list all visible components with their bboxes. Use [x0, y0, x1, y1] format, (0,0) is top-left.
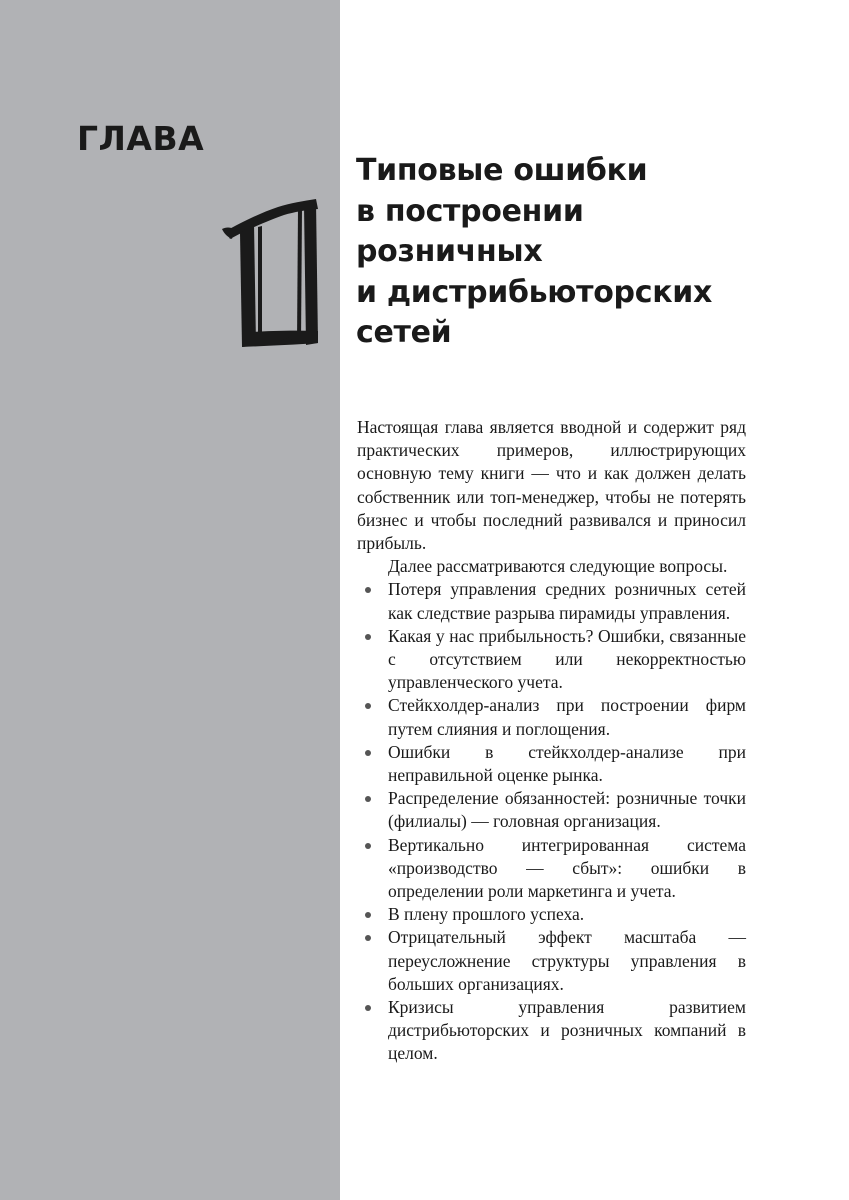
chapter-title-line: Типовые ошибки — [356, 153, 648, 188]
topic-text: Кризисы управления развитием дистрибьюторских и розничных компаний в целом. — [388, 997, 746, 1064]
bullet-dot-icon — [365, 750, 371, 756]
bullet-dot-icon — [365, 587, 371, 593]
topic-text: Отрицательный эффект масштаба — переусложнение структуры управления в больших организациях. — [388, 927, 746, 994]
list-item — [357, 741, 746, 787]
bullet-dot-icon — [365, 912, 371, 918]
chapter-title-line: сетей — [356, 315, 452, 350]
topic-list — [357, 578, 746, 1065]
list-item — [357, 694, 746, 740]
chapter-number-1 — [220, 193, 324, 349]
list-item — [357, 996, 746, 1066]
chapter-label: ГЛАВА — [77, 119, 205, 158]
list-item — [357, 926, 746, 996]
list-item — [357, 578, 746, 624]
list-item — [357, 625, 746, 695]
topic-text: Ошибки в стейкхолдер-анализе при неправильной оценке рынка. — [388, 741, 746, 786]
chapter-title-line: и дистрибьюторских — [356, 274, 713, 310]
topic-text: Вертикально интегрированная система «производство — сбыт»: ошибки в определении роли маркетинга и учета. — [388, 834, 746, 902]
topic-text: Потеря управления средних розничных сетей как следствие разрыва пирамиды управления. — [388, 579, 746, 623]
bullet-dot-icon — [365, 796, 371, 802]
bullet-dot-icon — [365, 1005, 371, 1011]
intro-paragraph: Настоящая глава является вводной и содержит ряд практических примеров, иллюстрирующих основную тему книги — что и как должен делать собственник или топ-менеджер, чтобы не потерять бизнес и чтобы последний развивался и приносил прибыль. — [357, 417, 746, 554]
bullet-dot-icon — [365, 634, 371, 640]
chapter-intro-body — [357, 416, 746, 1066]
chapter-title-line: в построении — [356, 193, 584, 229]
bullet-dot-icon — [365, 935, 371, 941]
chapter-title-line: розничных — [356, 234, 543, 269]
bullet-dot-icon — [365, 703, 371, 709]
topic-text: Стейкхолдер-анализ при построении фирм путем слияния и поглощения. — [388, 695, 746, 739]
list-item — [357, 834, 746, 904]
topic-text: Какая у нас прибыльность? Ошибки, связанные с отсутствием или некорректностью управленческого учета. — [388, 625, 746, 693]
chapter-title — [356, 151, 816, 354]
list-item — [357, 903, 746, 926]
intro-follow-up: Далее рассматриваются следующие вопросы. — [388, 556, 728, 577]
topic-text: Распределение обязанностей: розничные точки (филиалы) — головная организация. — [388, 788, 746, 832]
bullet-dot-icon — [365, 843, 371, 849]
list-item — [357, 787, 746, 833]
chapter-side-panel — [0, 0, 340, 1200]
topic-text: В плену прошлого успеха. — [388, 904, 585, 925]
